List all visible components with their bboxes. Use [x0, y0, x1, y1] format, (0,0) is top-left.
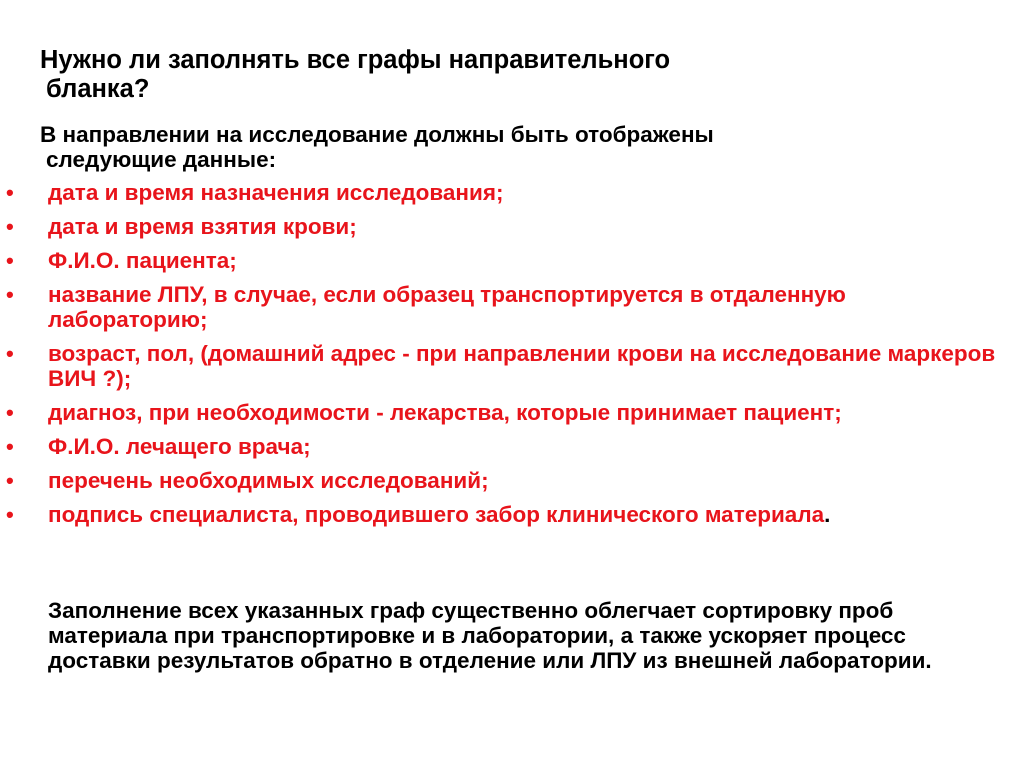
list-item [0, 434, 1000, 459]
list-item [0, 248, 1000, 273]
bullet-icon: • [6, 180, 14, 205]
list-item [0, 180, 1000, 205]
bullet-icon: • [6, 400, 14, 425]
bullet-icon: • [6, 341, 14, 366]
list-item [0, 214, 1000, 239]
list-item [0, 502, 1000, 527]
bullet-icon: • [6, 468, 14, 493]
slide-title-line2: бланка? [46, 75, 150, 103]
list-item-period: . [824, 502, 831, 527]
list-item-text: дата и время взятия крови; [48, 214, 357, 239]
bullet-icon: • [6, 248, 14, 273]
list-item-text: Ф.И.О. пациента; [48, 248, 237, 273]
bullet-icon: • [6, 282, 14, 307]
slide-title-line1: Нужно ли заполнять все графы направительного [40, 46, 671, 74]
bullet-icon: • [6, 502, 14, 527]
list-item-text: дата и время назначения исследования; [48, 180, 504, 205]
list-item-text: перечень необходимых исследований; [48, 468, 489, 493]
bullet-icon: • [6, 214, 14, 239]
bullet-icon: • [6, 434, 14, 459]
list-item [0, 282, 1000, 332]
list-item [0, 468, 1000, 493]
list-item-text: подпись специалиста, проводившего забор клинического материала [48, 502, 825, 527]
list-item [0, 400, 1000, 425]
list-item-text: название ЛПУ, в случае, если образец транспортируется в отдаленную лабораторию; [48, 282, 846, 332]
requirements-list [0, 180, 1000, 536]
closing-paragraph: Заполнение всех указанных граф существенно облегчает сортировку проб материала при транспортировке и в лаборатории, а также ускоряет процесс доставки результатов обратно в отделение или ЛПУ из внешней лаборатории. [48, 598, 932, 673]
slide-title [40, 46, 940, 104]
intro-line1: В направлении на исследование должны быть отображены [40, 122, 714, 147]
list-item-text: диагноз, при необходимости - лекарства, которые принимает пациент; [48, 400, 842, 425]
list-item-text: Ф.И.О. лечащего врача; [48, 434, 311, 459]
intro-text [40, 122, 960, 172]
list-item [0, 341, 1000, 391]
list-item-text: возраст, пол, (домашний адрес - при направлении крови на исследование маркеров ВИЧ ?); [48, 341, 996, 391]
intro-line2: следующие данные: [46, 147, 277, 172]
